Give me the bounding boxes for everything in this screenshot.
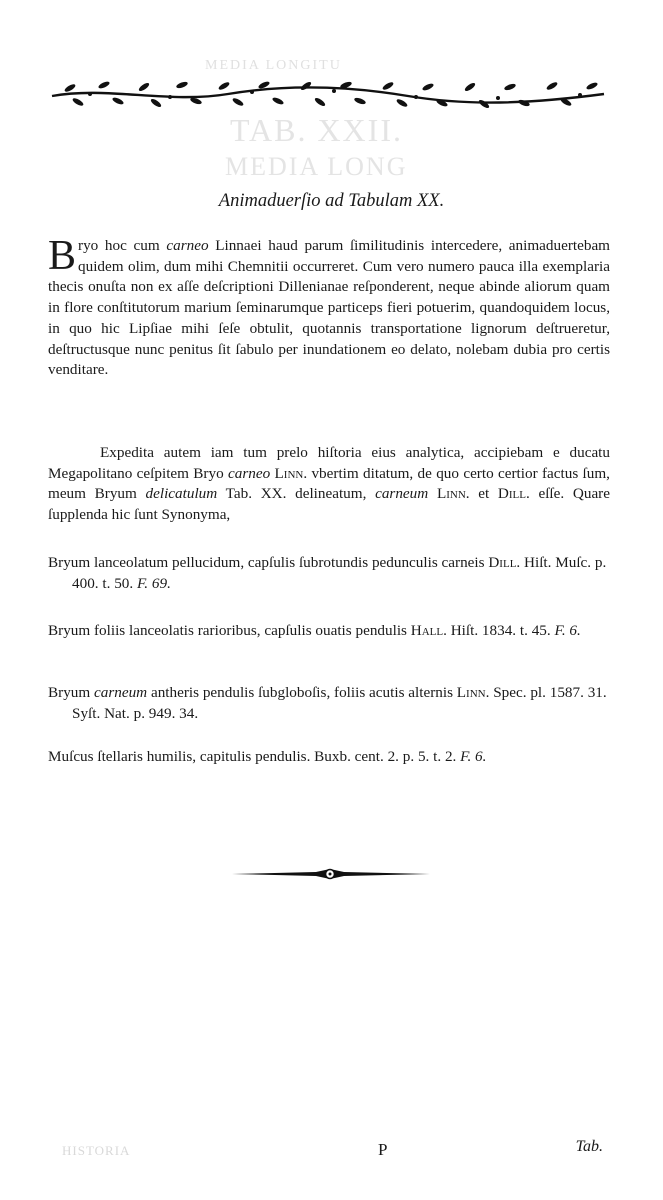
synonym-3-author: Linn. bbox=[456, 684, 490, 701]
show-through-sub: MEDIA LONG bbox=[225, 152, 408, 181]
paragraph-1 bbox=[48, 233, 610, 381]
drop-capital: B bbox=[48, 233, 77, 279]
p2-text-1: Expedita autem iam tum prelo hiſtoria eius analytica, accipiebam e ducatu Megapolitano ceſpitem Bryo bbox=[48, 444, 610, 482]
signature-mark: P bbox=[378, 1140, 388, 1159]
p2-smallcaps-2: Linn. bbox=[436, 485, 470, 503]
paragraph-1-italic: carneo bbox=[166, 237, 209, 254]
synonym-1-ref: Hiſt. Muſc. p. 400. t. 50. bbox=[72, 554, 607, 592]
synonym-2-figure: F. 6. bbox=[554, 622, 581, 639]
synonym-2-author: Hall. bbox=[410, 622, 447, 639]
catchword: Tab. bbox=[575, 1138, 603, 1155]
synonym-4-text: Muſcus ſtellaris humilis, capitulis pendulis. Buxb. cent. 2. p. 5. t. 2. bbox=[48, 748, 461, 765]
show-through-plate: TAB. XXII. bbox=[230, 112, 403, 148]
p2-smallcaps-1: Linn. bbox=[274, 464, 308, 482]
synonym-3-text-2: antheris pendulis ſubgloboſis, foliis acutis alternis bbox=[147, 684, 457, 701]
synonym-4-figure: F. 6. bbox=[460, 748, 487, 765]
p2-italic-3: carneum bbox=[375, 485, 429, 503]
synonym-1-figure: F. 69. bbox=[136, 574, 171, 592]
paragraph-1-text-a: ryo hoc cum bbox=[78, 237, 167, 254]
paragraph-2 bbox=[48, 443, 610, 526]
synonym-2-text: Bryum foliis lanceolatis rarioribus, capſulis ouatis pendulis bbox=[48, 622, 411, 639]
synonym-2 bbox=[48, 621, 610, 642]
p2-text-5: eſſe. Quare ſupplenda hic ſunt Synonyma, bbox=[48, 485, 610, 524]
synonym-1 bbox=[48, 553, 610, 594]
synonym-3 bbox=[48, 683, 610, 724]
p2-italic-2: delicatulum bbox=[145, 485, 218, 503]
synonym-3-text: Bryum bbox=[48, 684, 94, 701]
p2-smallcaps-3: Dill. bbox=[497, 485, 530, 503]
p2-text-4: et bbox=[469, 485, 498, 503]
synonym-3-ref: Spec. pl. 1587. 31. Syſt. Nat. p. 949. 34. bbox=[72, 684, 607, 722]
synonym-1-author: Dill. bbox=[488, 554, 521, 571]
show-through-title: MEDIA LONGITU bbox=[205, 58, 342, 73]
ornamental-rule bbox=[230, 866, 433, 882]
synonym-3-italic: carneum bbox=[94, 684, 148, 701]
paragraph-1-text-b: Linnaei haud parum ſimilitudinis intercedere, animaduertebam quidem olim, dum mihi Chemnitii occurreret. Cum vero numero pauca illa exemplaria thecis onuſta non ex aſſe deſcriptioni Dillenianae reſponderent, neque abinde aliorum quam in flore conſtitutorum marium ſeminarumque particeps fieri potuerim, quandoquidem locus, in quo hic Lipſiae mihi ſeſe obtulit, quotannis transportatione lignorum deſtrueretur, deſtructusque nunc penitus ſit ſabulo per inundationem eo delato, nolebam dubia pro certis venditare. bbox=[48, 237, 610, 379]
p2-text-3: Tab. XX. delineatum, bbox=[217, 485, 376, 503]
show-through-footer: HISTORIA bbox=[62, 1143, 131, 1158]
synonym-2-ref: Hiſt. 1834. t. 45. bbox=[446, 622, 555, 639]
synonym-1-text: Bryum lanceolatum pellucidum, capſulis ſubrotundis pedunculis carneis bbox=[48, 554, 489, 571]
synonym-4 bbox=[48, 747, 610, 768]
vine-ornament bbox=[48, 74, 610, 114]
section-heading: Animaduerſio ad Tabulam XX. bbox=[218, 191, 445, 211]
p2-text-2: vbertim ditatum, de quo certo certior factus ſum, meum Bryum bbox=[48, 464, 610, 503]
p2-italic-1: carneo bbox=[228, 464, 271, 482]
